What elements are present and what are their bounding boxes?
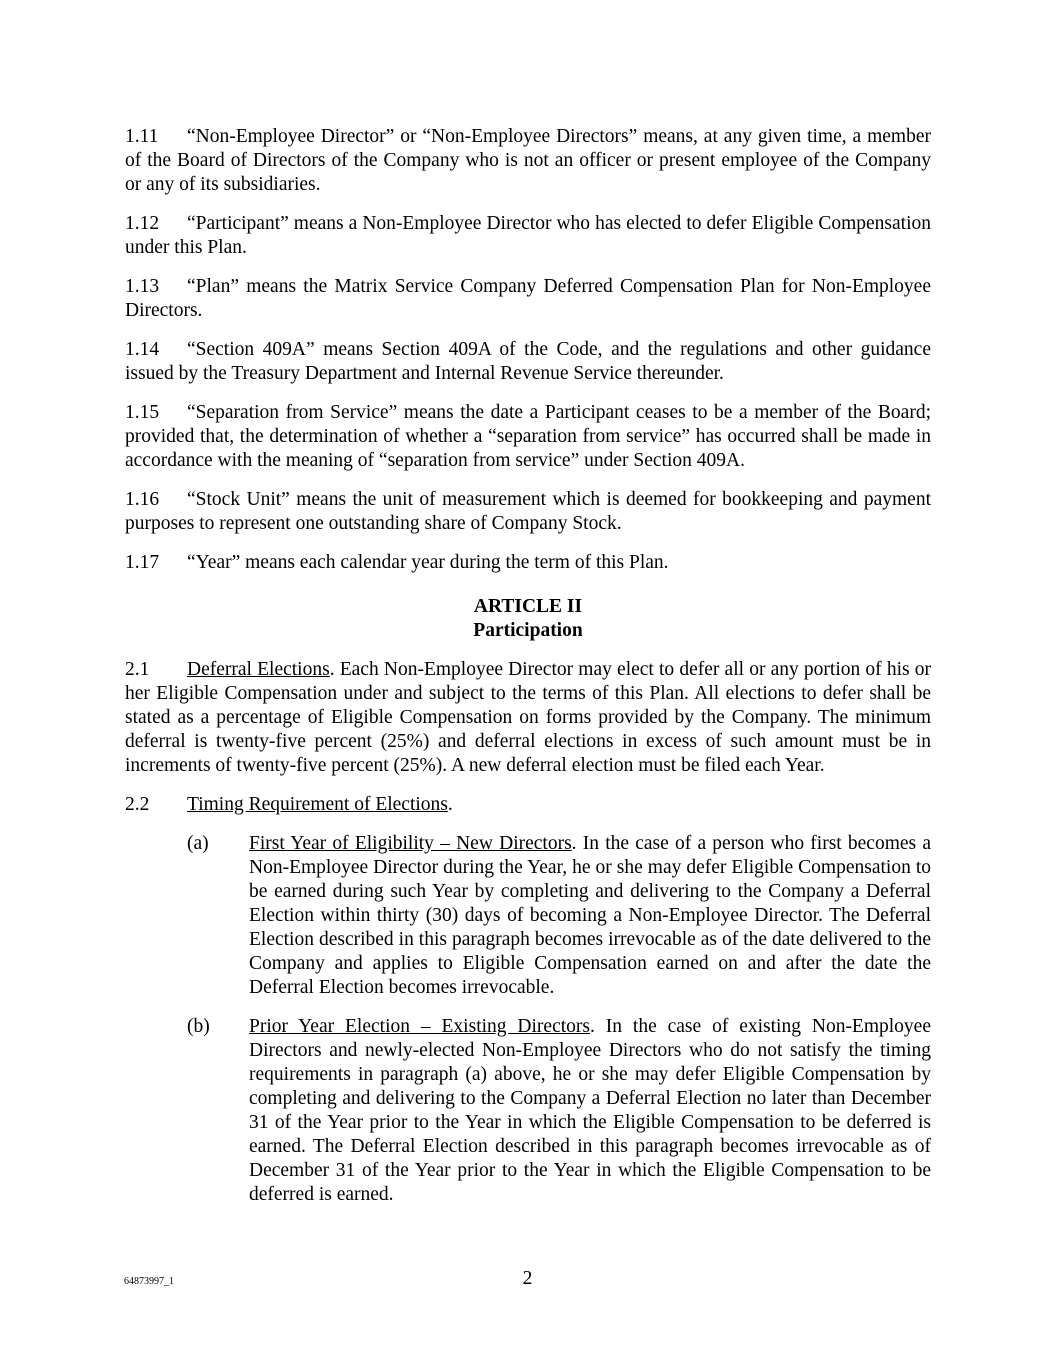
article-title: ARTICLE II: [473, 596, 583, 617]
subsection-label: (a): [187, 833, 209, 854]
section-number: 1.11: [125, 126, 159, 147]
section-1-15: [125, 401, 931, 473]
document-body: [125, 125, 931, 1222]
section-suffix: .: [447, 794, 453, 815]
section-number: 2.2: [125, 794, 150, 815]
subsection-b: [187, 1015, 931, 1207]
section-1-13: [125, 275, 931, 323]
article-subtitle: Participation: [473, 620, 583, 641]
document-id: 64873997_1: [124, 1276, 174, 1287]
section-2-2: [125, 793, 931, 817]
section-heading: Timing Requirement of Elections: [187, 794, 448, 815]
section-1-17: [125, 551, 931, 575]
section-text: “Non-Employee Director” or “Non-Employee Directors” means, at any given time, a member of the Board of Directors of the Company who is not an officer or present employee of the Company or any of its subsidiaries.: [125, 126, 931, 195]
section-text: “Year” means each calendar year during the term of this Plan.: [187, 552, 669, 573]
section-text: . Each Non-Employee Director may elect to defer all or any portion of his or her Eligible Compensation under and subject to the terms of this Plan. All elections to defer shall be stated as a percentage of Eligible Compensation on forms provided by the Company. The minimum deferral is twenty-five percent (25%) and deferral elections in excess of such amount must be in increments of twenty-five percent (25%). A new deferral election must be filed each Year.: [125, 659, 932, 776]
subsection-label: (b): [187, 1016, 210, 1037]
subsection-heading: First Year of Eligibility – New Directors: [249, 833, 572, 854]
section-number: 1.13: [125, 276, 160, 297]
subsection-text: . In the case of a person who first becomes a Non-Employee Director during the Year, he or she may defer Eligible Compensation to be earned during such Year by completing and delivering to the Company a Deferral Election within thirty (30) days of becoming a Non-Employee Director. The Deferral Election described in this paragraph becomes irrevocable as of the date delivered to the Company and applies to Eligible Compensation earned on and after the date the Deferral Election becomes irrevocable.: [249, 833, 931, 998]
subsection-body: [249, 1015, 931, 1207]
article-heading: [125, 595, 931, 643]
page-number: 2: [522, 1268, 533, 1289]
section-number: 1.14: [125, 339, 160, 360]
section-number: 1.15: [125, 402, 160, 423]
section-number: 2.1: [125, 659, 150, 680]
section-text: “Section 409A” means Section 409A of the Code, and the regulations and other guidance issued by the Treasury Department and Internal Revenue Service thereunder.: [125, 339, 931, 384]
subsection-body: [249, 832, 931, 1000]
section-text: “Plan” means the Matrix Service Company Deferred Compensation Plan for Non-Employee Directors.: [125, 276, 931, 321]
section-number: 1.16: [125, 489, 160, 510]
section-number: 1.17: [125, 552, 160, 573]
section-1-16: [125, 488, 931, 536]
subsection-a: [187, 832, 931, 1000]
section-1-11: [125, 125, 931, 197]
section-number: 1.12: [125, 213, 160, 234]
section-text: “Participant” means a Non-Employee Director who has elected to defer Eligible Compensation under this Plan.: [125, 213, 931, 258]
section-1-14: [125, 338, 931, 386]
section-1-12: [125, 212, 931, 260]
section-text: “Stock Unit” means the unit of measurement which is deemed for bookkeeping and payment purposes to represent one outstanding share of Company Stock.: [125, 489, 931, 534]
subsection-heading: Prior Year Election – Existing Directors: [249, 1016, 590, 1037]
section-text: “Separation from Service” means the date a Participant ceases to be a member of the Board; provided that, the determination of whether a “separation from service” has occurred shall be made in accordance with the meaning of “separation from service” under Section 409A.: [125, 402, 931, 471]
subsection-text: . In the case of existing Non-Employee Directors and newly-elected Non-Employee Directors who do not satisfy the timing requirements in paragraph (a) above, he or she may defer Eligible Compensation by completing and delivering to the Company a Deferral Election no later than December 31 of the Year prior to the Year in which the Eligible Compensation to be deferred is earned. The Deferral Election described in this paragraph becomes irrevocable as of December 31 of the Year prior to the Year in which the Eligible Compensation to be deferred is earned.: [249, 1016, 931, 1205]
section-heading: Deferral Elections: [187, 659, 330, 680]
section-2-1: [125, 658, 931, 778]
